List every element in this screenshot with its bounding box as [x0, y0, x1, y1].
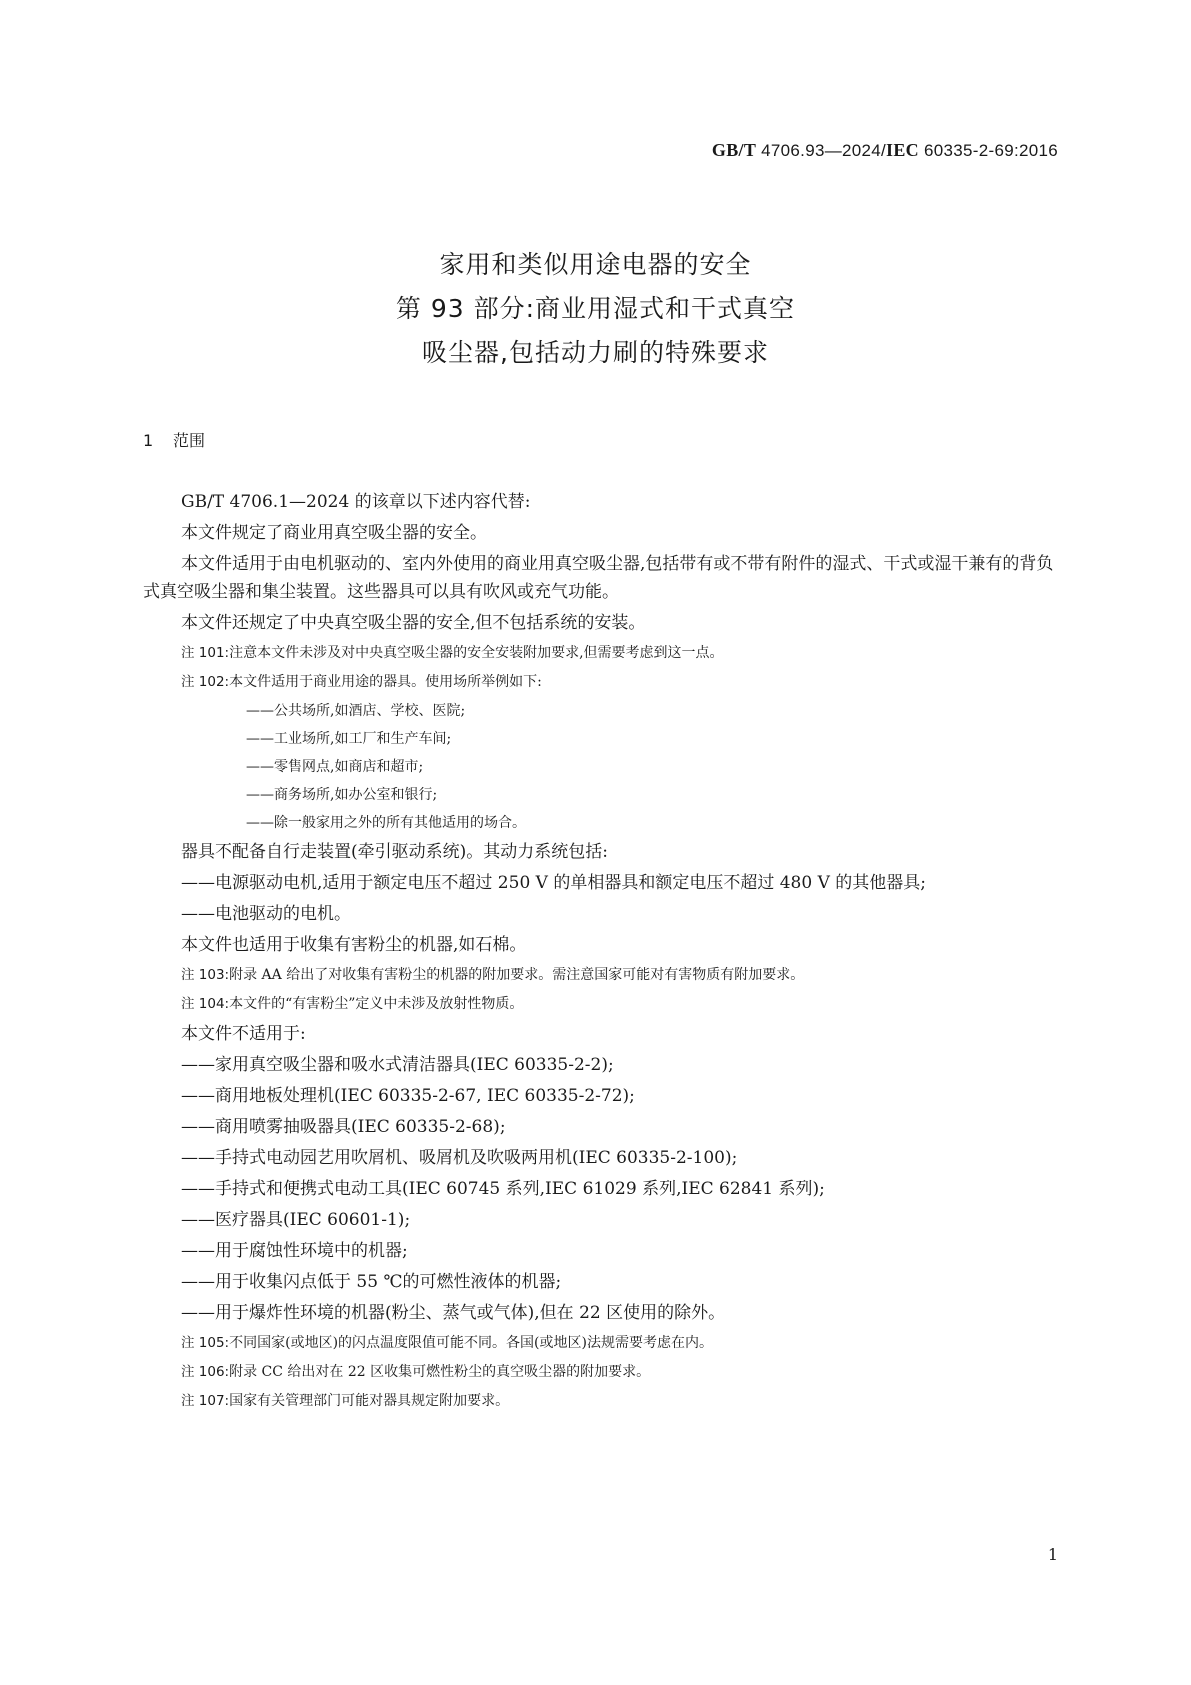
note-105 [143, 1330, 1056, 1356]
note-label: 注 107: [181, 1393, 230, 1409]
section-heading [143, 428, 205, 451]
section-number: 1 [143, 431, 154, 450]
note-102 [143, 669, 1056, 695]
note-text: 附录 CC 给出对在 22 区收集可燃性粉尘的真空吸尘器的附加要求。 [229, 1364, 651, 1380]
note-label: 注 106: [181, 1364, 230, 1380]
doc-code-number: 4706.93—2024/ [756, 141, 887, 160]
note-label: 注 102: [181, 674, 230, 690]
note-106 [143, 1359, 1056, 1385]
note-text: 国家有关管理部门可能对器具规定附加要求。 [229, 1393, 510, 1409]
note-list-item: ——商务场所,如办公室和银行; [246, 787, 438, 803]
document-title [0, 243, 1191, 375]
note-label: 注 103: [181, 967, 230, 983]
note-text: 本文件适用于商业用途的器具。使用场所举例如下: [229, 674, 542, 690]
note-list-item: ——零售网点,如商店和超市; [246, 759, 424, 775]
note-text: 不同国家(或地区)的闪点温度限值可能不同。各国(或地区)法规需要考虑在内。 [229, 1335, 713, 1351]
doc-code-prefix: GB/T [711, 140, 757, 160]
paragraph: 本文件还规定了中央真空吸尘器的安全,但不包括系统的安装。 [181, 613, 646, 633]
note-text: 附录 AA 给出了对收集有害粉尘的机器的附加要求。需注意国家可能对有害物质有附加要求。 [229, 967, 805, 983]
note-101 [143, 640, 1056, 666]
title-line-2: 第 93 部分:商业用湿式和干式真空 [395, 294, 796, 323]
paragraph: 本文件也适用于收集有害粉尘的机器,如石棉。 [181, 935, 527, 955]
list-item: ——商用地板处理机(IEC 60335-2-67, IEC 60335-2-72); [181, 1086, 635, 1106]
paragraph: 本文件规定了商业用真空吸尘器的安全。 [181, 523, 487, 543]
note-label: 注 105: [181, 1335, 230, 1351]
note-text: 注意本文件未涉及对中央真空吸尘器的安全安装附加要求,但需要考虑到这一点。 [229, 645, 724, 661]
note-104 [143, 991, 1056, 1017]
document-body [143, 488, 1056, 1417]
document-code [712, 140, 1058, 161]
section-title: 范围 [173, 431, 206, 450]
note-list-item: ——除一般家用之外的所有其他适用的场合。 [246, 815, 526, 831]
paragraph: 本文件适用于由电机驱动的、室内外使用的商业用真空吸尘器,包括带有或不带有附件的湿式、干式或湿干兼有的背负式真空吸尘器和集尘装置。这些器具可以具有吹风或充气功能。 [143, 554, 1054, 602]
page-number: 1 [1047, 1545, 1058, 1564]
list-item: ——手持式和便携式电动工具(IEC 60745 系列,IEC 61029 系列,IEC 62841 系列); [181, 1179, 825, 1199]
title-line-3: 吸尘器,包括动力刷的特殊要求 [422, 338, 769, 367]
note-107 [143, 1388, 1056, 1414]
list-item: ——用于腐蚀性环境中的机器; [181, 1241, 408, 1261]
doc-code-iec: IEC [886, 140, 919, 160]
paragraph: 本文件不适用于: [181, 1024, 306, 1044]
note-103 [143, 962, 1056, 988]
list-item: ——用于爆炸性环境的机器(粉尘、蒸气或气体),但在 22 区使用的除外。 [181, 1303, 726, 1323]
list-item: ——电池驱动的电机。 [181, 904, 351, 924]
doc-code-rest: 60335-2-69:2016 [918, 141, 1058, 160]
title-line-1: 家用和类似用途电器的安全 [439, 250, 752, 279]
paragraph: GB/T 4706.1—2024 的该章以下述内容代替: [181, 492, 531, 512]
list-item: ——家用真空吸尘器和吸水式清洁器具(IEC 60335-2-2); [181, 1055, 614, 1075]
note-text: 本文件的“有害粉尘”定义中未涉及放射性物质。 [229, 996, 524, 1012]
list-item: ——电源驱动电机,适用于额定电压不超过 250 V 的单相器具和额定电压不超过 480 V 的其他器具; [181, 873, 927, 893]
note-label: 注 101: [181, 645, 230, 661]
paragraph: 器具不配备自行走装置(牵引驱动系统)。其动力系统包括: [181, 842, 608, 862]
list-item: ——手持式电动园艺用吹屑机、吸屑机及吹吸两用机(IEC 60335-2-100); [181, 1148, 738, 1168]
note-list-item: ——工业场所,如工厂和生产车间; [246, 731, 452, 747]
list-item: ——医疗器具(IEC 60601-1); [181, 1210, 411, 1230]
note-label: 注 104: [181, 996, 230, 1012]
note-list-item: ——公共场所,如酒店、学校、医院; [246, 703, 466, 719]
list-item: ——用于收集闪点低于 55 ℃的可燃性液体的机器; [181, 1272, 562, 1292]
list-item: ——商用喷雾抽吸器具(IEC 60335-2-68); [181, 1117, 506, 1137]
